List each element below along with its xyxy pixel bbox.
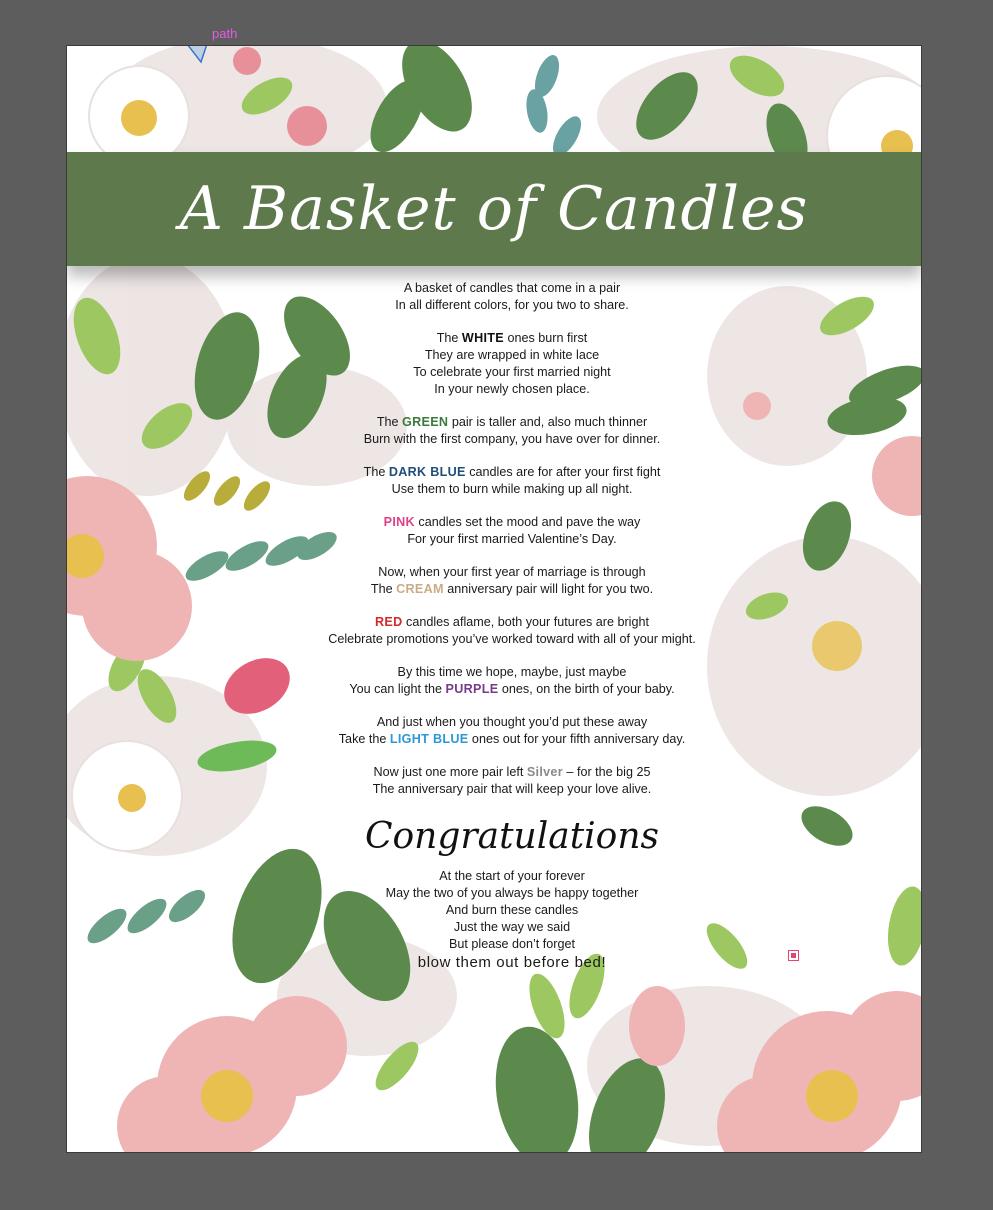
poem-line — [207, 764, 817, 781]
poem-stanza — [207, 280, 817, 314]
poem-stanza — [207, 714, 817, 748]
poem-line: In your newly chosen place. — [434, 382, 590, 396]
closing-line: May the two of you always be happy together — [385, 886, 639, 900]
poem-text-block[interactable] — [207, 280, 817, 971]
poem-line-text: candles aflame, both your futures are bright — [402, 615, 649, 629]
poem-line — [207, 614, 817, 631]
candle-color-highlight: WHITE — [461, 331, 504, 345]
poem-stanza — [207, 614, 817, 648]
candle-color-highlight: CREAM — [396, 582, 444, 596]
closing-line: Just the way we said — [453, 920, 571, 934]
poem-line: Use them to burn while making up all night. — [391, 482, 633, 496]
poem-stanza — [207, 464, 817, 498]
poem-stanza — [207, 764, 817, 798]
poem-line: They are wrapped in white lace — [424, 348, 600, 362]
candle-color-highlight: PINK — [383, 515, 415, 529]
poem-line — [207, 681, 817, 698]
selection-label: path — [212, 26, 238, 41]
candle-color-highlight: Silver — [526, 765, 563, 779]
poem-line: Burn with the first company, you have over for dinner. — [363, 432, 661, 446]
poem-line-text: You can light the — [349, 682, 446, 696]
poem-line: A basket of candles that come in a pair — [403, 281, 621, 295]
artboard[interactable] — [67, 46, 921, 1152]
poem-line-text: ones out for your fifth anniversary day. — [468, 732, 686, 746]
poem-line — [207, 731, 817, 748]
poem-line-text: anniversary pair will light for you two. — [443, 582, 654, 596]
poem-line — [207, 514, 817, 531]
candle-color-highlight: DARK BLUE — [388, 465, 466, 479]
poem-line-text: ones burn first — [503, 331, 588, 345]
poem-stanza — [207, 414, 817, 448]
poem-line-text: Take the — [338, 732, 390, 746]
closing-line: At the start of your forever — [439, 869, 585, 883]
poem-line: The anniversary pair that will keep your love alive. — [372, 782, 652, 796]
poem-line: For your first married Valentine’s Day. — [407, 532, 617, 546]
congratulations-heading[interactable]: Congratulations — [364, 816, 660, 857]
candle-color-highlight: GREEN — [402, 415, 449, 429]
poem-stanza — [207, 330, 817, 398]
poem-stanza — [207, 564, 817, 598]
poem-line: Celebrate promotions you’ve worked toward with all of your might. — [328, 632, 696, 646]
poem-line — [207, 464, 817, 481]
poem-line — [207, 581, 817, 598]
page-title[interactable]: A Basket of Candles — [179, 174, 809, 244]
poem-line — [207, 330, 817, 347]
title-banner[interactable] — [67, 152, 921, 266]
candle-color-highlight: RED — [375, 615, 403, 629]
poem-stanza — [207, 514, 817, 548]
poem-line: In all different colors, for you two to share. — [395, 298, 629, 312]
poem-line-text: candles are for after your first fight — [465, 465, 661, 479]
poem-line: Now, when your first year of marriage is through — [378, 565, 646, 579]
closing-verse — [207, 868, 817, 971]
poem-line-text: The — [436, 331, 462, 345]
poem-line — [207, 414, 817, 431]
poem-line-text: Now just one more pair left — [373, 765, 527, 779]
poem-stanza — [207, 664, 817, 698]
candle-color-highlight: PURPLE — [445, 682, 499, 696]
poem-line-text: candles set the mood and pave the way — [414, 515, 641, 529]
poem-line-text: The — [376, 415, 403, 429]
path-anchor-icon[interactable] — [788, 950, 799, 961]
poem-line-text: The — [363, 465, 389, 479]
closing-line: And burn these candles — [445, 903, 579, 917]
candle-color-highlight: LIGHT BLUE — [389, 732, 469, 746]
poem-line-text: – for the big 25 — [562, 765, 651, 779]
poem-line-text: pair is taller and, also much thinner — [448, 415, 648, 429]
closing-line: But please don’t forget — [448, 937, 576, 951]
poem-line-text: The — [370, 582, 397, 596]
poem-line: And just when you thought you’d put these away — [376, 715, 648, 729]
poem-stanzas — [207, 280, 817, 798]
selected-path-icon[interactable] — [185, 46, 209, 68]
closing-line: blow them out before bed! — [417, 954, 607, 971]
poem-line: By this time we hope, maybe, just maybe — [397, 665, 627, 679]
poem-line: To celebrate your first married night — [413, 365, 611, 379]
poem-line-text: ones, on the birth of your baby. — [498, 682, 675, 696]
